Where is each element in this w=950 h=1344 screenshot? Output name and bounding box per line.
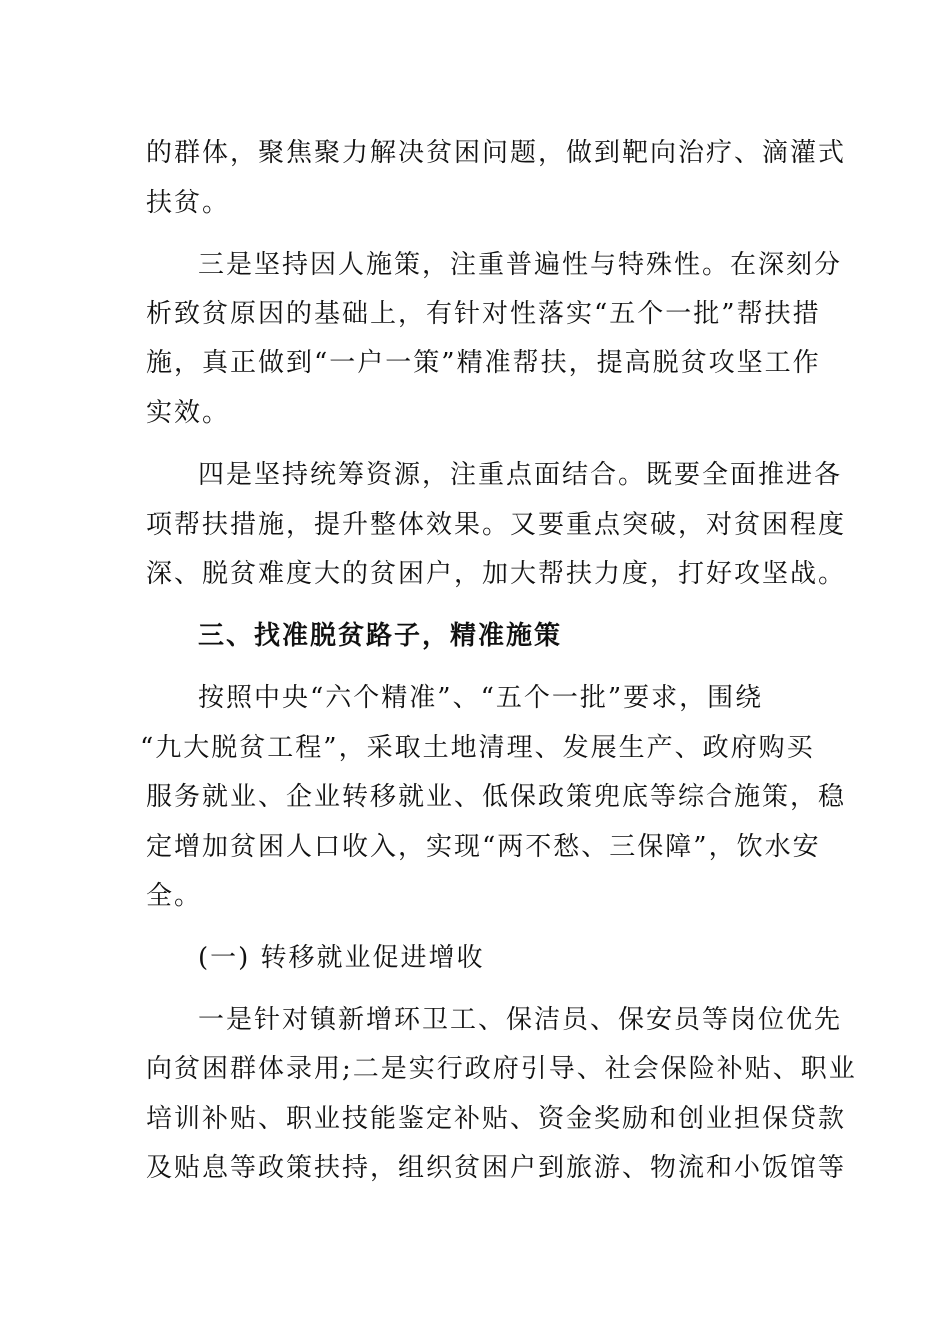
paragraph-line: 析致贫原因的基础上，有针对性落实“五个一批”帮扶措 [146, 299, 821, 329]
paragraph-line: 服务就业、企业转移就业、低保政策兜底等综合施策，稳 [146, 782, 847, 812]
paragraph-line: 实效。 [146, 398, 231, 428]
paragraph-line: 的群体，聚焦聚力解决贫困问题，做到靶向治疗、滴灌式 [146, 138, 847, 168]
paragraph-line: 定增加贫困人口收入，实现“两不愁、三保障”，饮水安 [146, 832, 821, 862]
paragraph-line: 四是坚持统筹资源，注重点面结合。既要全面推进各 [198, 460, 843, 490]
paragraph-line: 施，真正做到“一户一策”精准帮扶，提高脱贫攻坚工作 [146, 348, 821, 378]
paragraph-line: 一是针对镇新增环卫工、保洁员、保安员等岗位优先 [198, 1005, 843, 1035]
paragraph-line: 扶贫。 [146, 188, 231, 218]
subsection-heading: (一) 转移就业促进增收 [198, 943, 485, 973]
paragraph-line: 全。 [146, 881, 203, 911]
paragraph-line: 及贴息等政策扶持，组织贫困户到旅游、物流和小饭馆等 [146, 1153, 847, 1183]
paragraph-line: 按照中央“六个精准”、“五个一批”要求，围绕 [198, 683, 764, 713]
paragraph-line: 深、脱贫难度大的贫困户，加大帮扶力度，打好攻坚战。 [146, 559, 847, 589]
paragraph-line: 三是坚持因人施策，注重普遍性与特殊性。在深刻分 [198, 250, 843, 280]
paragraph-line: 培训补贴、职业技能鉴定补贴、资金奖励和创业担保贷款 [146, 1104, 847, 1134]
paragraph-line: 向贫困群体录用;二是实行政府引导、社会保险补贴、职业 [146, 1054, 857, 1084]
section-heading: 三、找准脱贫路子，精准施策 [198, 621, 563, 651]
paragraph-line: “九大脱贫工程”，采取土地清理、发展生产、政府购买 [140, 733, 815, 763]
paragraph-line: 项帮扶措施，提升整体效果。又要重点突破，对贫困程度 [146, 510, 847, 540]
